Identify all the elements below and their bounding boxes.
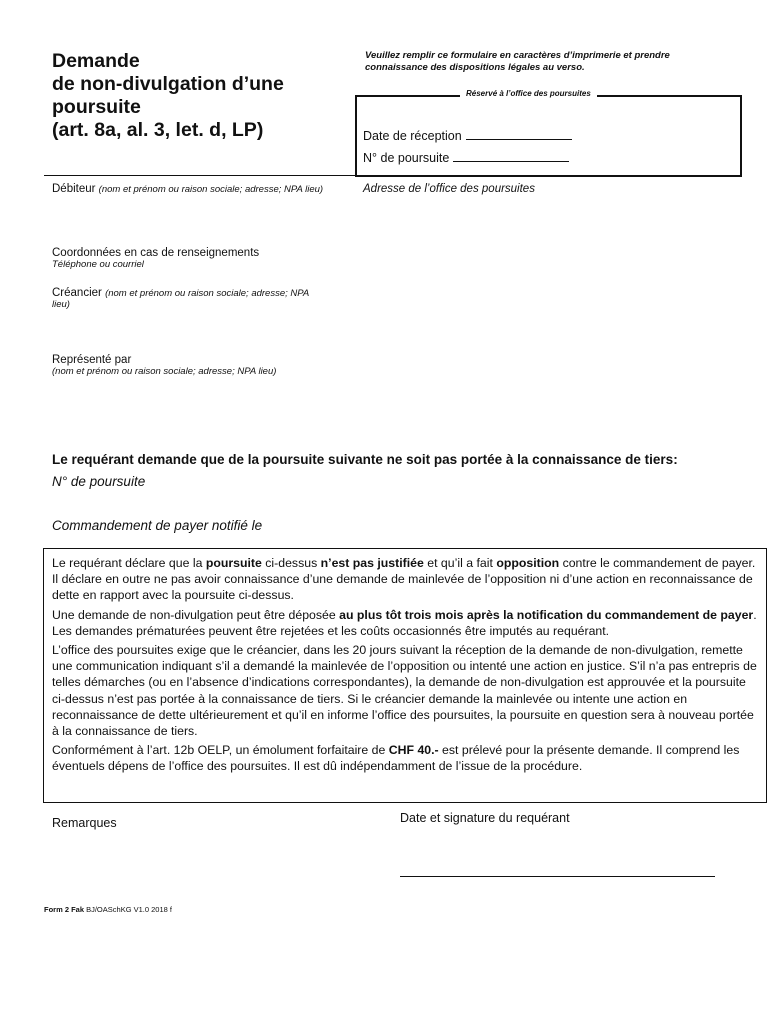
debtor-hint: (nom et prénom ou raison sociale; adresse; NPA lieu) (98, 184, 324, 195)
info-paragraph-procedure: L’office des poursuites exige que le créancier, dans les 20 jours suivant la réception de la demande de non-divulgation, remette une communication indiquant s’il a demandé la mainlevée de l’opposition ou intenté une action en justice. S’il n’a pas entrepris de telles démarches (ou en l’absence d’indications correspondantes), la demande de non-divulgation est approuvée et la poursuite ci-dessus n’est pas portée à la connaissance de tiers. Si le créancier demande la mainlevée ou intente une action en reconnaissance de dette ultérieurement et qu’il en informe l’office des poursuites, la poursuite en question sera à nouveau portée à la connaissance de tiers. (52, 643, 757, 739)
remarks-field[interactable]: Remarques (52, 816, 117, 830)
creditor-label: Créancier (52, 287, 102, 299)
form-identifier: Form 2 Fak BJ/OASchKG V1.0 2018 f (44, 905, 172, 914)
info-paragraph-declaration: Le requérant déclare que la poursuite ci-dessus n’est pas justifiée et qu’il a fait opposition contre le commandement de payer. Il déclare en outre ne pas avoir connaissance d’une demande de mainlevée de l’opposition ni d’une action en reconnaissance de dette en rapport avec la poursuite ci-dessus. (52, 556, 756, 603)
request-statement: Le requérant demande que de la poursuite suivante ne soit pas portée à la connaissance de tiers: (52, 452, 678, 467)
title-line-3: poursuite (52, 96, 141, 118)
prosecution-number-field[interactable]: N° de poursuite (52, 474, 146, 489)
office-number-label: N° de poursuite (363, 151, 450, 165)
office-number-row (363, 151, 569, 165)
info-paragraph-deadline: Une demande de non-divulgation peut être déposée au plus tôt trois mois après la notification du commandement de payer. Les demandes prématurées peuvent être rejetées et les coûts occasionnés être imputés au requérant. (52, 607, 757, 638)
contact-label: Coordonnées en cas de renseignements (52, 247, 260, 259)
title-line-4: (art. 8a, al. 3, let. d, LP) (52, 119, 264, 141)
creditor-hint: (nom et prénom ou raison sociale; adresse; NPA (105, 288, 310, 299)
office-reserved-legend: Réservé à l’office des poursuites (460, 89, 597, 98)
info-paragraph-fee: Conformément à l’art. 12b OELP, un émolument forfaitaire de CHF 40.- est prélevé pour la présente demande. Il comprend les éventuels dépens de l’office des poursuites. Il est dû indépendamment de l’issue de la procédure. (52, 743, 740, 774)
representative-hint: (nom et prénom ou raison sociale; adresse; NPA lieu) (52, 366, 277, 377)
representative-label: Représenté par (52, 354, 132, 366)
title-line-2: de non-divulgation d’une (52, 73, 284, 95)
creditor-field[interactable] (52, 287, 342, 310)
office-number-field[interactable] (453, 151, 569, 162)
fill-instructions: Veuillez remplir ce formulaire en caractères d’imprimerie et prendre connaissance des dispositions légales au verso. (365, 50, 670, 73)
debtor-field[interactable] (52, 183, 323, 195)
receipt-date-label: Date de réception (363, 129, 462, 143)
contact-field[interactable] (52, 247, 259, 270)
representative-field[interactable] (52, 354, 276, 377)
receipt-date-row (363, 129, 572, 143)
receipt-date-field[interactable] (466, 129, 572, 140)
notification-date-field[interactable]: Commandement de payer notifié le (52, 518, 263, 533)
divider (44, 175, 355, 176)
signature-label: Date et signature du requérant (400, 811, 570, 825)
page-title (52, 50, 342, 142)
signature-line[interactable] (400, 876, 715, 877)
creditor-hint-cont: lieu) (52, 299, 70, 310)
title-line-1: Demande (52, 50, 140, 72)
debtor-label: Débiteur (52, 183, 96, 195)
legal-info-box (43, 548, 767, 803)
office-address-field[interactable]: Adresse de l’office des poursuites (363, 183, 535, 195)
contact-hint: Téléphone ou courriel (52, 259, 144, 270)
